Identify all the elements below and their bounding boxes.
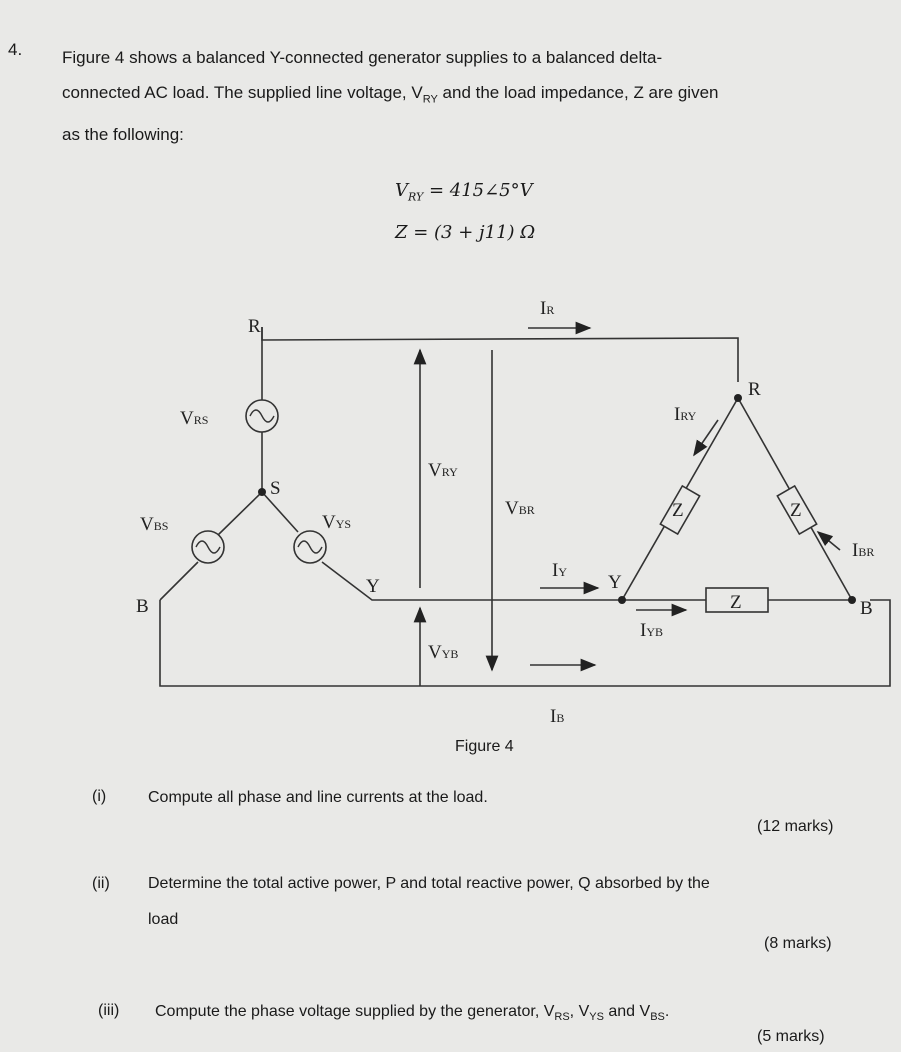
- label-vyb: VYB: [428, 642, 459, 663]
- part-ii-numeral: (ii): [92, 875, 110, 892]
- part-iii-text: Compute the phase voltage supplied by the generator, $V_{RS}$, $V_{YS}$ and $V_{BS}$.: [155, 1003, 670, 1024]
- label-vbr: VBR: [505, 498, 535, 519]
- impedance-label-br: Z: [790, 500, 802, 521]
- label-iyb: IYB: [640, 620, 663, 641]
- figure-caption: Figure 4: [455, 738, 514, 755]
- gen-label-r: R: [248, 316, 261, 337]
- label-vry: VRY: [428, 460, 458, 481]
- label-vbs: VBS: [140, 514, 169, 535]
- intro-line-2: connected AC load. The supplied line voltage, $V_{RY}$ and the load impedance, Z are given: [62, 83, 719, 106]
- impedance-label-yb: Z: [730, 592, 742, 613]
- part-i-marks: (12 marks): [757, 818, 834, 835]
- label-ib: IB: [550, 706, 565, 727]
- gen-label-s: S: [270, 478, 281, 499]
- part-iii-marks: (5 marks): [757, 1028, 825, 1045]
- intro-line-1: Figure 4 shows a balanced Y-connected generator supplies to a balanced delta-: [62, 48, 663, 67]
- label-vrs: VRS: [180, 408, 209, 429]
- part-ii-text: Determine the total active power, P and total reactive power, Q absorbed by the load: [148, 875, 710, 928]
- part-ii-marks: (8 marks): [764, 935, 832, 952]
- question-number: 4.: [8, 40, 23, 59]
- label-vys: VYS: [322, 512, 352, 533]
- label-iy: IY: [552, 560, 567, 581]
- load-label-y: Y: [608, 572, 622, 593]
- circuit-diagram: [0, 270, 901, 740]
- gen-label-y: Y: [366, 576, 380, 597]
- label-iry: IRY: [674, 404, 697, 425]
- label-ibr: IBR: [852, 540, 875, 561]
- impedance-label-ry: Z: [672, 500, 684, 521]
- part-iii-numeral: (iii): [98, 1002, 120, 1019]
- question-intro: [62, 40, 882, 152]
- equation-line-voltage: $V_{RY}$ = 415∠5°V: [395, 180, 533, 204]
- load-label-r: R: [748, 379, 761, 400]
- equation-impedance: Z = (3 + j11) Ω: [395, 222, 536, 243]
- intro-line-3: as the following:: [62, 125, 184, 145]
- gen-label-b: B: [136, 596, 149, 617]
- part-i-numeral: (i): [92, 788, 107, 805]
- load-label-b: B: [860, 598, 873, 619]
- label-ir: IR: [540, 298, 555, 319]
- part-i-text: Compute all phase and line currents at the load.: [148, 789, 488, 806]
